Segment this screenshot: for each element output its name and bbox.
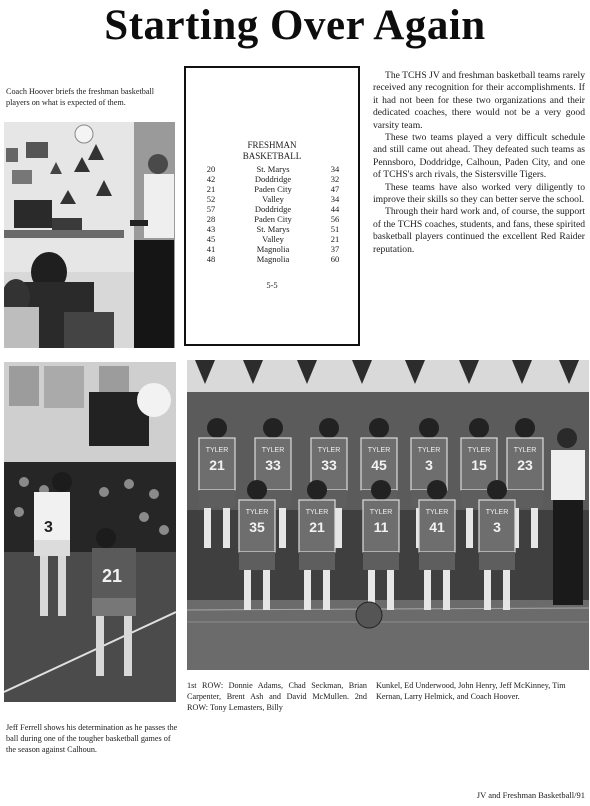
game-photo-caption: Jeff Ferrell shows his determination as he passes the ball during one of the tougher basketball games of the season against Calhoun. bbox=[6, 723, 178, 754]
coach-photo-caption: Coach Hoover briefs the freshman basketball players on what is expected of them. bbox=[6, 87, 155, 107]
game-action-photo bbox=[4, 362, 176, 702]
opponent-name: Doddridge bbox=[254, 204, 292, 214]
jersey-team-name: TYLER bbox=[245, 509, 269, 516]
opponent-name: Magnolia bbox=[256, 254, 290, 264]
jersey-number: 3 bbox=[493, 519, 501, 535]
body-paragraph-4: Through their hard work and, of course, the support of the TCHS coaches, students, and fans, these spirited basketball players continued the excellent Red Raider reputation. bbox=[373, 206, 585, 255]
scoreboard-heading bbox=[186, 140, 358, 162]
scoreboard-heading-line2: BASKETBALL bbox=[242, 151, 302, 161]
tchs-score: 43 bbox=[206, 224, 216, 234]
scoreboard-row bbox=[196, 204, 350, 214]
opponent-score: 60 bbox=[330, 254, 340, 264]
opponent-score: 34 bbox=[330, 194, 340, 204]
team-photo-caption-part1: 1st ROW: Donnie Adams, Chad Seckman, Brian Carpenter, Brent Ash and David McMullen. 2nd ROW: Tony Lemasters, Billy bbox=[187, 681, 367, 712]
team-photo bbox=[187, 360, 589, 670]
jersey-team-name: TYLER bbox=[485, 509, 509, 516]
jersey-number: 33 bbox=[321, 457, 337, 473]
tchs-score: 45 bbox=[206, 234, 216, 244]
article-body bbox=[373, 70, 585, 256]
scoreboard-heading-line1: FRESHMAN bbox=[247, 140, 297, 150]
jersey-team-name: TYLER bbox=[261, 447, 285, 454]
jersey-number: 45 bbox=[371, 457, 387, 473]
tchs-score: 20 bbox=[206, 164, 216, 174]
freshman-scoreboard bbox=[184, 66, 360, 346]
opponent-score: 51 bbox=[330, 224, 340, 234]
jersey-number: 33 bbox=[265, 457, 281, 473]
opponent-score: 21 bbox=[330, 234, 340, 244]
opponent-score: 32 bbox=[330, 174, 340, 184]
scoreboard-row bbox=[196, 254, 350, 264]
coach-briefing-photo bbox=[4, 122, 175, 348]
jersey-team-name: TYLER bbox=[513, 447, 537, 454]
opponent-name: Paden City bbox=[254, 184, 292, 194]
tchs-score: 52 bbox=[206, 194, 216, 204]
opponent-name: St. Marys bbox=[256, 164, 290, 174]
tchs-score: 48 bbox=[206, 254, 216, 264]
game-jersey-a: 3 bbox=[44, 519, 53, 536]
team-photo-caption-part2: Kunkel, Ed Underwood, John Henry, Jeff McKinney, Tim Kernan, Larry Helmick, and Coach Hoover. bbox=[376, 681, 566, 701]
jersey-number: 15 bbox=[471, 457, 487, 473]
jersey-number: 35 bbox=[249, 519, 265, 535]
opponent-score: 44 bbox=[330, 204, 340, 214]
jersey-number: 21 bbox=[309, 519, 325, 535]
scoreboard-row bbox=[196, 224, 350, 234]
jersey-team-name: TYLER bbox=[467, 447, 491, 454]
scoreboard-row bbox=[196, 234, 350, 244]
opponent-name: St. Marys bbox=[256, 224, 290, 234]
scoreboard-row bbox=[196, 214, 350, 224]
game-jersey-b: 21 bbox=[102, 566, 123, 586]
jersey-team-name: TYLER bbox=[305, 509, 329, 516]
tchs-score: 41 bbox=[206, 244, 216, 254]
jersey-number: 23 bbox=[517, 457, 533, 473]
jersey-number: 21 bbox=[209, 457, 225, 473]
opponent-score: 34 bbox=[330, 164, 340, 174]
body-paragraph-2: These two teams played a very difficult schedule and still came out ahead. They defeated such teams as Pennsboro, Doddridge, Calhoun, Paden City, and one of TCHS's arch rivals, the Sistersville Tigers. bbox=[373, 132, 585, 181]
opponent-score: 37 bbox=[330, 244, 340, 254]
jersey-number: 41 bbox=[429, 519, 445, 535]
opponent-score: 47 bbox=[330, 184, 340, 194]
jersey-team-name: TYLER bbox=[417, 447, 441, 454]
opponent-name: Valley bbox=[262, 234, 284, 244]
jersey-team-name: TYLER bbox=[205, 447, 229, 454]
jersey-number: 11 bbox=[373, 519, 389, 535]
body-paragraph-1: The TCHS JV and freshman basketball teams rarely received any recognition for their accomplishments. If it had not been for these two organizations and their dedicated coaches, there would not be a very good varsity team. bbox=[373, 70, 585, 131]
opponent-name: Doddridge bbox=[254, 174, 292, 184]
scoreboard-row bbox=[196, 244, 350, 254]
opponent-name: Valley bbox=[262, 194, 284, 204]
scoreboard-row bbox=[196, 184, 350, 194]
tchs-score: 21 bbox=[206, 184, 216, 194]
tchs-score: 57 bbox=[206, 204, 216, 214]
scoreboard-table bbox=[196, 164, 350, 264]
jersey-team-name: TYLER bbox=[317, 447, 341, 454]
jersey-team-name: TYLER bbox=[369, 509, 393, 516]
jersey-team-name: TYLER bbox=[425, 509, 449, 516]
opponent-name: Magnolia bbox=[256, 244, 290, 254]
tchs-score: 28 bbox=[206, 214, 216, 224]
season-record: 5-5 bbox=[266, 280, 278, 290]
jersey-number: 3 bbox=[425, 457, 433, 473]
jersey-team-name: TYLER bbox=[367, 447, 391, 454]
page-folio: JV and Freshman Basketball/91 bbox=[476, 790, 585, 800]
tchs-score: 42 bbox=[206, 174, 216, 184]
scoreboard-row bbox=[196, 164, 350, 174]
scoreboard-row bbox=[196, 174, 350, 184]
body-paragraph-3: These teams have also worked very diligently to improve their skills so they can better serve the school. bbox=[373, 181, 585, 206]
page-title: Starting Over Again bbox=[104, 2, 486, 49]
opponent-name: Paden City bbox=[254, 214, 292, 224]
scoreboard-row bbox=[196, 194, 350, 204]
opponent-score: 56 bbox=[330, 214, 340, 224]
